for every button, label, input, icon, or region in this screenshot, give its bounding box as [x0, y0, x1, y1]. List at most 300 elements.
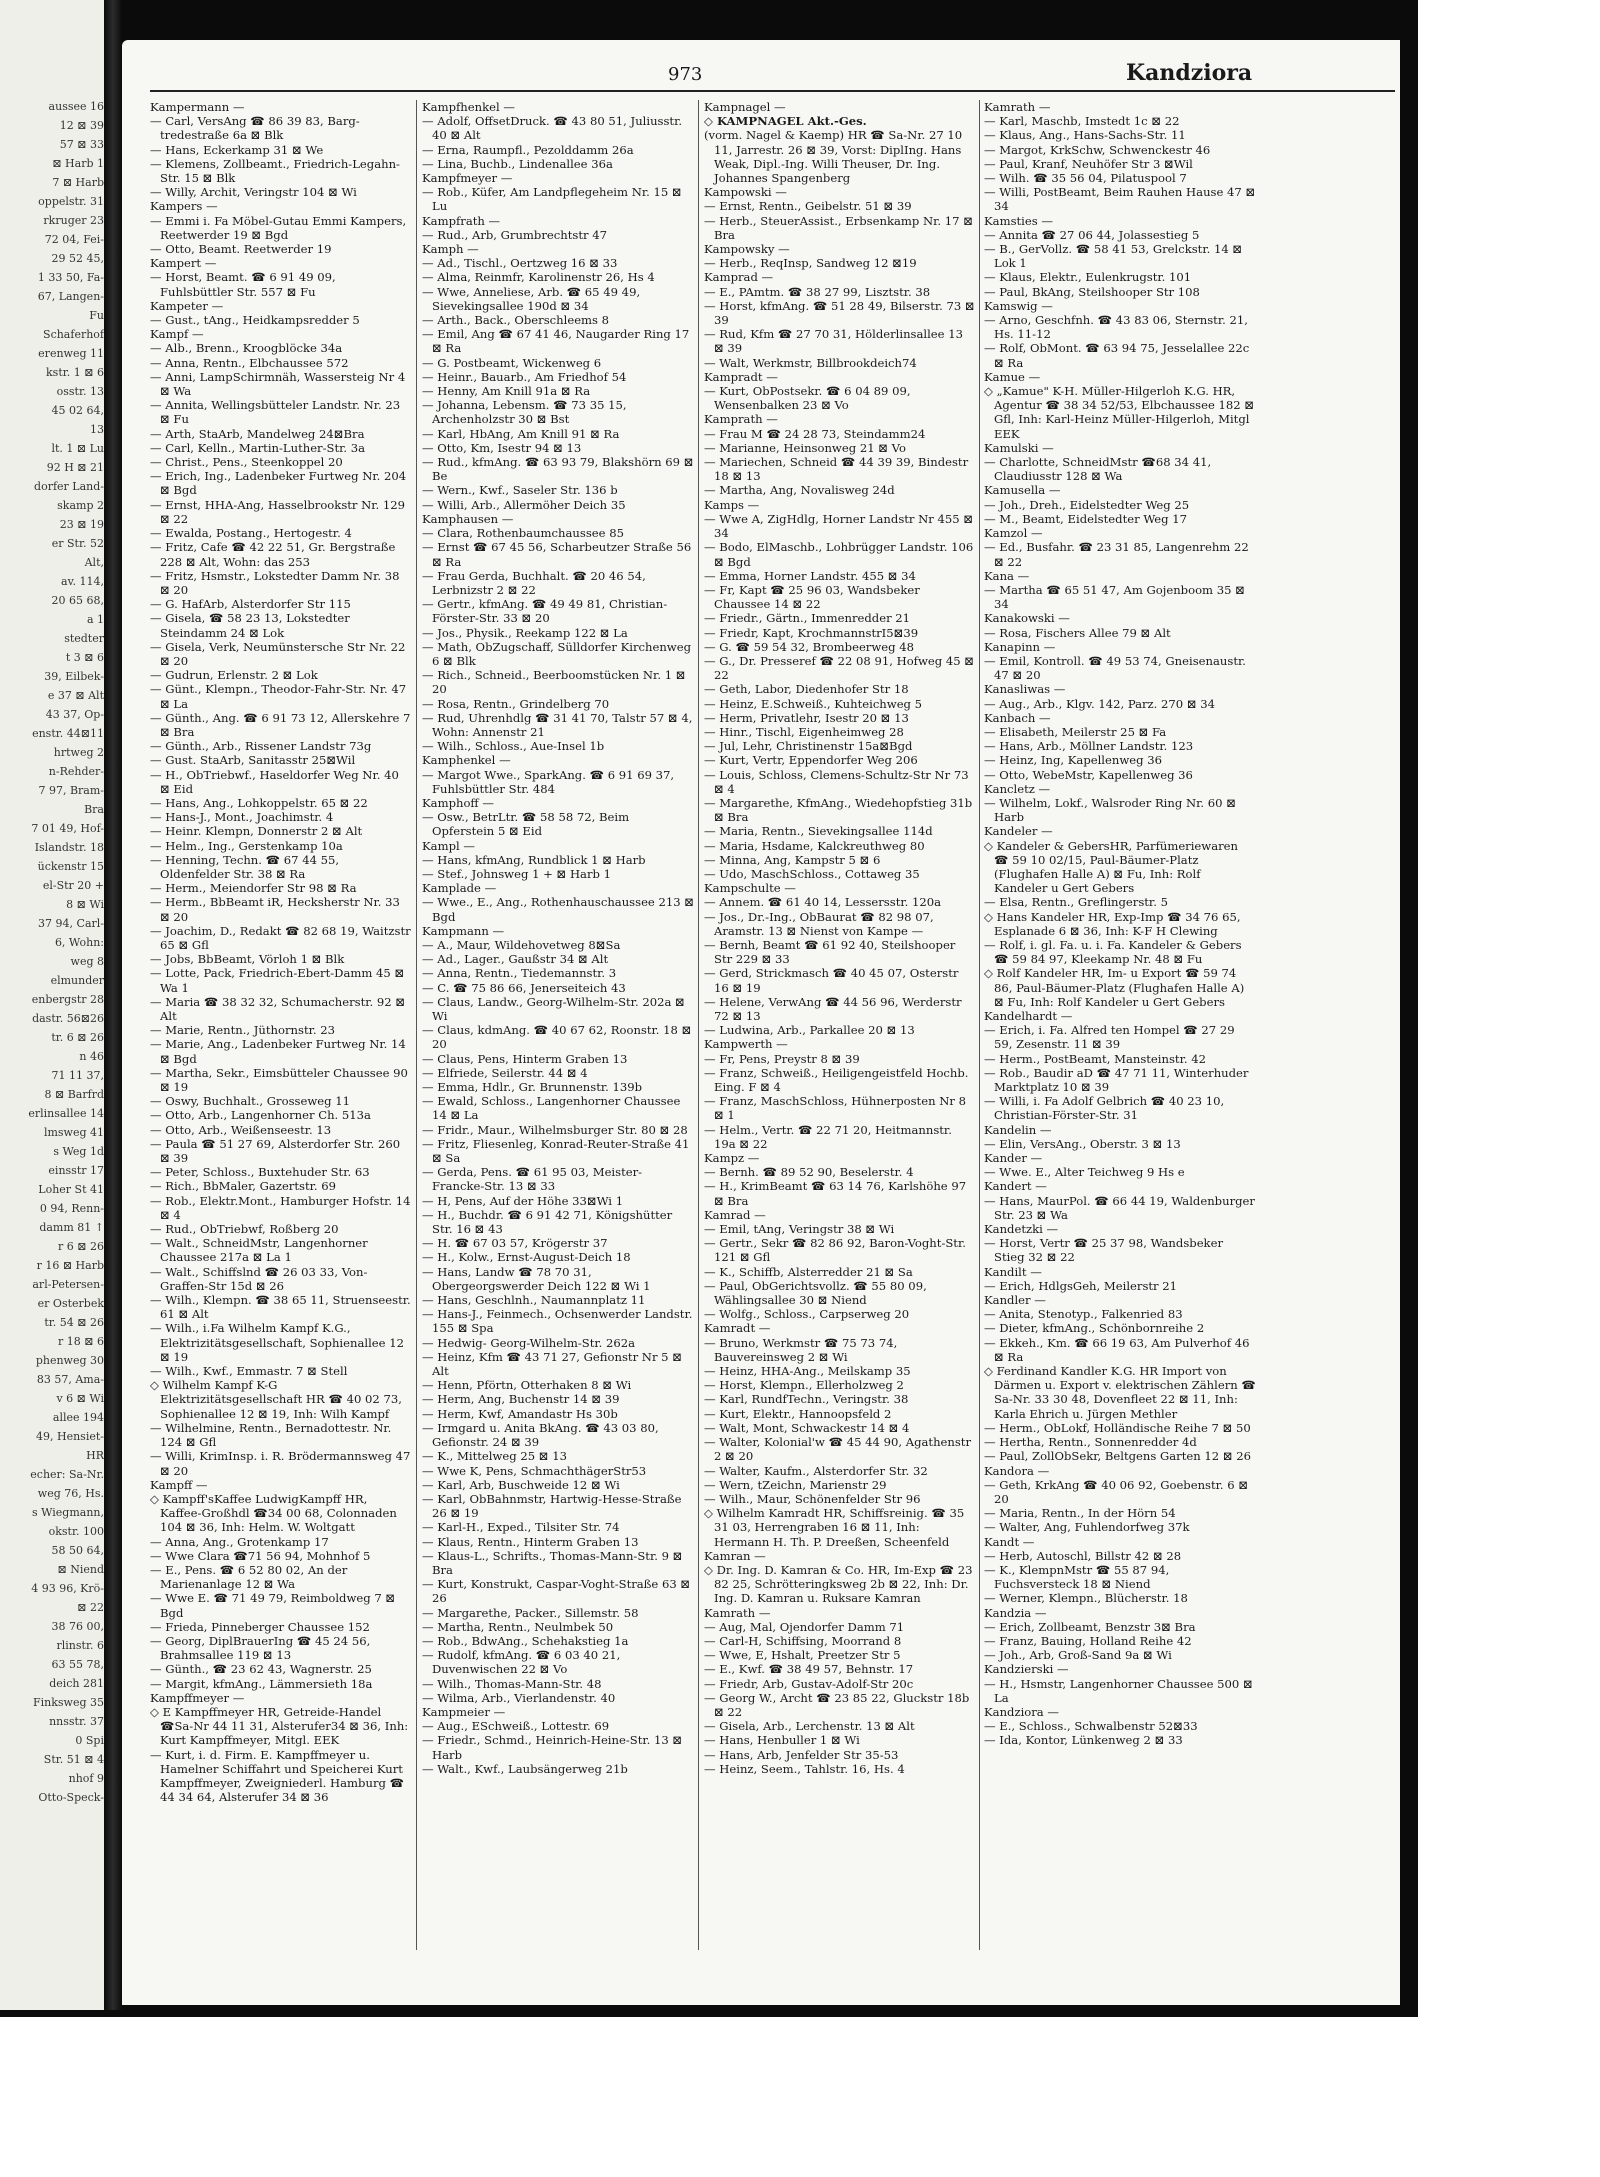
directory-entry: — Willy, Archit, Veringstr 104 ⊠ Wi: [150, 185, 357, 200]
surname-heading: Kandt —: [984, 1534, 1035, 1549]
directory-entry: — Udo, MaschSchloss., Cottaweg 35: [704, 866, 920, 881]
left-page-text-fragment: 12 ⊠ 39: [59, 119, 104, 132]
directory-entry: — Herm, Kwf, Amandastr Hs 30b: [422, 1406, 618, 1421]
left-page-text-fragment: elmunder: [50, 974, 104, 987]
directory-entry: — Karl, HbAng, Am Knill 91 ⊠ Ra: [422, 426, 620, 441]
directory-entry: — Emma, Hdlr., Gr. Brunnenstr. 139b: [422, 1080, 643, 1095]
directory-entry: — Hans, Arb, Jenfelder Str 35-53: [704, 1747, 899, 1762]
directory-entry: — H., ObTriebwf., Haseldorfer Weg Nr. 40 ⊠ Eid: [150, 767, 399, 796]
directory-entry: — Osw., BetrLtr. ☎ 58 58 72, Beim Opferstein 5 ⊠ Eid: [422, 810, 630, 839]
directory-entry: — Friedr, Arb, Gustav-Adolf-Str 20c: [704, 1676, 914, 1691]
directory-entry: — Arno, Geschfnh. ☎ 43 83 06, Sternstr. 21, Hs. 11-12: [984, 313, 1248, 342]
directory-entry: — Heinz, HHA-Ang., Meilskamp 35: [704, 1364, 911, 1379]
directory-entry: — Hans, Landw ☎ 78 70 31, Obergeorgswerder Deich 122 ⊠ Wi 1: [422, 1264, 651, 1293]
surname-heading: Kampmann —: [422, 923, 505, 938]
directory-entry: — Kurt, ObPostsekr. ☎ 6 04 89 09, Wensenbalken 23 ⊠ Vo: [704, 384, 911, 413]
left-page-text-fragment: 13: [90, 423, 104, 436]
directory-entry: — Math, ObZugschaff, Sülldorfer Kirchenweg 6 ⊠ Blk: [422, 639, 691, 668]
directory-entry: — Walt, Mont, Schwackestr 14 ⊠ 4: [704, 1420, 910, 1435]
directory-entry: — Aug., ESchweiß., Lottestr. 69: [422, 1719, 610, 1734]
left-page-text-fragment: 29 52 45,: [51, 252, 104, 265]
directory-entry: — Emmi i. Fa Möbel-Gutau Emmi Kampers, Reetwerder 19 ⊠ Bgd: [150, 213, 407, 242]
left-page-text-fragment: erenweg 11: [38, 347, 104, 360]
directory-entry: — Anni, LampSchirmnäh, Wassersteig Nr 4 ⊠ Wa: [150, 369, 406, 399]
left-page-fragment: [0, 0, 108, 2010]
left-page-text-fragment: ⊠ Niend: [57, 1563, 104, 1576]
directory-entry: — Ewalda, Postang., Hertogestr. 4: [150, 526, 352, 541]
directory-entry: — Wwe. E., Alter Teichweg 9 Hs e: [984, 1165, 1185, 1180]
left-page-text-fragment: ⊠ 22: [77, 1601, 104, 1614]
left-page-text-fragment: s Wiegmann,: [32, 1506, 104, 1519]
directory-entry: — Walter, Kaufm., Alsterdorfer Str. 32: [704, 1463, 928, 1478]
directory-entry: — Hans, MaurPol. ☎ 66 44 19, Waldenburger Str. 23 ⊠ Wa: [984, 1193, 1255, 1222]
directory-entry: — Hans, Eckerkamp 31 ⊠ We: [150, 142, 324, 157]
directory-entry: — Ad., Tischl., Oertzweg 16 ⊠ 33: [422, 256, 618, 271]
surname-heading: Kanasliwas —: [984, 682, 1066, 697]
directory-entry: — Frau M ☎ 24 28 73, Steindamm24: [704, 426, 926, 441]
left-page-text-fragment: 4 93 96, Krö-: [31, 1582, 104, 1595]
directory-entry: — Gertr., Sekr ☎ 82 86 92, Baron-Voght-Str. 121 ⊠ Gfl: [704, 1236, 966, 1265]
surname-heading: Kamrad —: [704, 1207, 766, 1222]
directory-entry: — Hertha, Rentn., Sonnenredder 4d: [984, 1435, 1197, 1450]
surname-heading: Kandler —: [984, 1293, 1046, 1308]
directory-entry: — Wwe K, Pens, SchmachthägerStr53: [422, 1463, 647, 1478]
surname-heading: Kandzierski —: [984, 1662, 1069, 1677]
directory-entry: ◇ Ferdinand Kandler K.G. HR Import von Därmen u. Export v. elektrischen Zählern ☎ Sa-Nr. 33 30 48, Dovenfleet 22 ⊠ 11, Inh: Karla Ehrich u. Jürgen Methler: [984, 1364, 1256, 1421]
directory-entry: — Gerd, Strickmasch ☎ 40 45 07, Osterstr 16 ⊠ 19: [704, 966, 959, 995]
directory-entry: — Herm, Privatlehr, Isestr 20 ⊠ 13: [704, 710, 909, 725]
directory-entry: — Martha, Rentn., Neulmbek 50: [422, 1619, 614, 1634]
directory-entry: — Rob., BdwAng., Schehakstieg 1a: [422, 1633, 629, 1648]
left-page-text-fragment: 0 Spi: [75, 1734, 104, 1747]
directory-entry: — Charlotte, SchneidMstr ☎68 34 41, Claudiusstr 128 ⊠ Wa: [984, 455, 1212, 484]
directory-entry: — Herm., ObLokf, Holländische Reihe 7 ⊠ 50: [984, 1420, 1251, 1435]
directory-entry: — Margot, KrkSchw, Schwenckestr 46: [984, 142, 1211, 157]
directory-entry: — Helene, VerwAng ☎ 44 56 96, Werderstr 72 ⊠ 13: [704, 994, 962, 1023]
left-page-text-fragment: erlinsallee 14: [28, 1107, 104, 1120]
directory-entry: — Hans, Henbuller 1 ⊠ Wi: [704, 1733, 860, 1748]
directory-entry: — Henny, Am Knill 91a ⊠ Ra: [422, 384, 591, 399]
directory-entry: — Klaus, Ang., Hans-Sachs-Str. 11: [984, 128, 1186, 143]
left-page-text-fragment: dastr. 56⊠26: [32, 1012, 104, 1025]
left-page-text-fragment: 38 76 00,: [51, 1620, 104, 1633]
directory-entry: — Ida, Kontor, Lünkenweg 2 ⊠ 33: [984, 1733, 1183, 1748]
surname-heading: Kamphoff —: [422, 795, 494, 810]
directory-entry: — Erich, Zollbeamt, Benzstr 3⊠ Bra: [984, 1619, 1196, 1634]
directory-entry: — Horst, Klempn., Ellerholzweg 2: [704, 1378, 904, 1393]
left-page-text-fragment: r 6 ⊠ 26: [58, 1240, 104, 1253]
directory-entry: — Herm., PostBeamt, Mansteinstr. 42: [984, 1051, 1206, 1066]
directory-entry: — Ed., Busfahr. ☎ 23 31 85, Langenrehm 22 ⊠ 22: [984, 540, 1249, 569]
left-page-text-fragment: phenweg 30: [35, 1354, 104, 1367]
directory-entry: — Friedr, Kapt, KrochmannstrI5⊠39: [704, 625, 919, 640]
left-page-text-fragment: t 3 ⊠ 6: [65, 651, 104, 664]
directory-entry: ◇ Wilhelm Kamradt HR, Schiffsreinig. ☎ 35 31 03, Herrengraben 16 ⊠ 11, Inh: Hermann H. Th. P. Dreeßen, Scheenfeld: [704, 1506, 965, 1549]
left-page-text-fragment: 63 55 78,: [51, 1658, 104, 1671]
surname-heading: Kamusella —: [984, 483, 1061, 498]
left-page-text-fragment: kstr. 1 ⊠ 6: [46, 366, 104, 379]
surname-heading: Kampfrath —: [422, 213, 501, 228]
surname-heading: Kampert —: [150, 256, 217, 271]
left-page-text-fragment: Islandstr. 18: [34, 841, 104, 854]
left-page-text-fragment: echer: Sa-Nr.: [30, 1468, 104, 1481]
directory-entry: — Walter, Ang, Fuhlendorfweg 37k: [984, 1520, 1190, 1535]
left-page-text-fragment: rlinstr. 6: [56, 1639, 104, 1652]
directory-entry: — Walt., Kwf., Laubsängerweg 21b: [422, 1761, 628, 1776]
left-page-text-fragment: hrtweg 2: [53, 746, 104, 759]
left-page-text-fragment: HR: [86, 1449, 104, 1462]
directory-entry: ◇ Kampff'sKaffee LudwigKampff HR, Kaffee-Großhdl ☎34 00 68, Colonnaden 104 ⊠ 36, Inh: Helm. W. Woltgatt: [150, 1491, 397, 1535]
directory-entry: — Rud., kfmAng. ☎ 63 93 79, Blakshörn 69 ⊠ Be: [422, 455, 694, 484]
left-page-text-fragment: arl-Petersen-: [32, 1278, 104, 1291]
column-4: [984, 100, 1256, 1955]
directory-entry: — Walter, Kolonial'w ☎ 45 44 90, Agathenstr 2 ⊠ 20: [704, 1435, 972, 1464]
left-page-text-fragment: oppelstr. 31: [38, 195, 104, 208]
directory-entry: — Emma, Horner Landstr. 455 ⊠ 34: [704, 568, 916, 583]
directory-entry: — Wern., Kwf., Saseler Str. 136 b: [422, 483, 618, 498]
directory-entry: — Hans, Arb., Möllner Landstr. 123: [984, 739, 1194, 754]
directory-entry: — Hans-J., Mont., Joachimstr. 4: [150, 810, 334, 825]
directory-entry: — Otto, Arb., Langenhorner Ch. 513a: [150, 1108, 371, 1123]
left-page-text-fragment: 58 50 64,: [51, 1544, 104, 1557]
surname-heading: Kampnagel —: [704, 100, 786, 114]
directory-entry: — Rob., Küfer, Am Landpflegeheim Nr. 15 ⊠ Lu: [422, 185, 682, 214]
directory-entry: — Heinz, Kfm ☎ 43 71 27, Gefionstr Nr 5 ⊠ Alt: [422, 1349, 682, 1379]
directory-entry: — Mariechen, Schneid ☎ 44 39 39, Bindestr 18 ⊠ 13: [704, 455, 969, 484]
directory-entry: — Aug, Mal, Ojendorfer Damm 71: [704, 1619, 905, 1634]
directory-entry: — Paula ☎ 51 27 69, Alsterdorfer Str. 260 ⊠ 39: [150, 1136, 401, 1166]
directory-entry: — Marie, Ang., Ladenbeker Furtweg Nr. 14 ⊠ Bgd: [150, 1037, 406, 1066]
directory-entry: — Wilh. ☎ 35 56 04, Pilatuspool 7: [984, 171, 1187, 186]
directory-entry: — E., Pens. ☎ 6 52 80 02, An der Marienanlage 12 ⊠ Wa: [150, 1562, 348, 1592]
directory-entry: — Bruno, Werkmstr ☎ 75 73 74, Bauvereinsweg 2 ⊠ Wi: [704, 1335, 898, 1364]
directory-entry: — Georg, DiplBrauerIng ☎ 45 24 56, Brahmsallee 119 ⊠ 13: [150, 1633, 371, 1663]
column-divider: [979, 100, 980, 1950]
directory-entry: — Frieda, Pinneberger Chaussee 152: [150, 1619, 370, 1634]
directory-entry: — Martha, Sekr., Eimsbütteler Chaussee 90 ⊠ 19: [150, 1065, 408, 1095]
directory-entry: — Carl-H, Schiffsing, Moorrand 8: [704, 1633, 902, 1648]
directory-entry: — Hans, Geschlnh., Naumannplatz 11: [422, 1293, 646, 1308]
directory-entry: — Helm., Vertr. ☎ 22 71 20, Heitmannstr. 19a ⊠ 22: [704, 1122, 952, 1151]
left-page-text-fragment: r 18 ⊠ 6: [58, 1335, 104, 1348]
left-page-text-fragment: enstr. 44⊠11: [32, 727, 104, 740]
left-page-text-fragment: deich 281: [49, 1677, 104, 1690]
directory-entry: — Wern, tZeichn, Marienstr 29: [704, 1477, 887, 1492]
directory-entry: — Karl, RundfTechn., Veringstr. 38: [704, 1392, 909, 1407]
directory-entry: — Fritz, Hsmstr., Lokstedter Damm Nr. 38 ⊠ 20: [150, 568, 400, 597]
directory-entry: — Karl, Arb, Buschweide 12 ⊠ Wi: [422, 1477, 620, 1492]
directory-entry: — Martha, Ang, Novalisweg 24d: [704, 483, 895, 498]
directory-entry: — Carl, Kelln., Martin-Luther-Str. 3a: [150, 440, 366, 455]
book-gutter: [104, 0, 122, 2010]
surname-heading: Kanapinn —: [984, 639, 1056, 654]
directory-entry: — Fr, Kapt ☎ 25 96 03, Wandsbeker Chaussee 14 ⊠ 22: [704, 582, 920, 612]
left-page-text-fragment: 6, Wohn:: [54, 936, 104, 949]
directory-entry: — Günth., ☎ 23 62 43, Wagnerstr. 25: [150, 1662, 372, 1677]
surname-heading: Kandelhardt —: [984, 1009, 1073, 1023]
directory-entry: — Elisabeth, Meilerstr 25 ⊠ Fa: [984, 724, 1167, 739]
left-page-text-fragment: tr. 6 ⊠ 26: [51, 1031, 104, 1044]
directory-entry: (vorm. Nagel & Kaemp) HR ☎ Sa-Nr. 27 10 11, Jarrestr. 26 ⊠ 39, Vorst: DiplIng. Hans Weak, Dipl.-Ing. Willi Theuser, Dr. Ing. Johannes Spangenberg: [704, 128, 963, 186]
directory-entry: — Hans, kfmAng, Rundblick 1 ⊠ Harb: [422, 852, 646, 867]
surname-heading: Kampffmeyer —: [150, 1690, 245, 1705]
directory-entry: — Joachim, D., Redakt ☎ 82 68 19, Waitzstr 65 ⊠ Gfl: [150, 923, 411, 952]
left-page-text-fragment: n-Rehder-: [48, 765, 104, 778]
directory-entry: — Margot Wwe., SparkAng. ☎ 6 91 69 37, Fuhlsbüttler Str. 484: [422, 767, 675, 796]
directory-entry: — Heinr., Bauarb., Am Friedhof 54: [422, 369, 627, 384]
directory-entry: — Friedr., Gärtn., Immenredder 21: [704, 611, 911, 626]
left-page-text-fragment: weg 76, Hs.: [37, 1487, 104, 1500]
directory-entry: — Bernh, Beamt ☎ 61 92 40, Steilshooper Str 229 ⊠ 33: [704, 937, 956, 967]
directory-entry: — Bodo, ElMaschb., Lohbrügger Landstr. 106 ⊠ Bgd: [704, 540, 974, 569]
directory-entry: — Rich., BbMaler, Gazertstr. 69: [150, 1179, 337, 1194]
directory-entry: — Frau Gerda, Buchhalt. ☎ 20 46 54, Lerbnizstr 2 ⊠ 22: [422, 568, 646, 597]
directory-entry: — Heinz, E.Schweiß., Kuhteichweg 5: [704, 696, 923, 711]
directory-entry: — Rud., Arb, Grumbrechtstr 47: [422, 227, 607, 242]
directory-entry: — Günth., Ang. ☎ 6 91 73 12, Allerskehre 7 ⊠ Bra: [150, 710, 411, 739]
directory-entry: — Wilh., i.Fa Wilhelm Kampf K.G., Elektrizitätsgesellschaft, Sophienallee 12 ⊠ 19: [150, 1321, 404, 1364]
directory-entry: — Klaus-L., Schrifts., Thomas-Mann-Str. 9 ⊠ Bra: [422, 1548, 683, 1577]
surname-heading: Kandetzki —: [984, 1222, 1059, 1237]
directory-entry: — Gisela, Verk, Neumünstersche Str Nr. 22 ⊠ 20: [150, 639, 406, 668]
directory-entry: — Wilma, Arb., Vierlandenstr. 40: [422, 1690, 616, 1705]
left-page-text-fragment: Finksweg 35: [32, 1696, 104, 1709]
directory-entry: — Geth, KrkAng ☎ 40 06 92, Goebenstr. 6 ⊠ 20: [984, 1477, 1249, 1506]
directory-entry: — Joh., Arb, Groß-Sand 9a ⊠ Wi: [984, 1648, 1172, 1663]
directory-entry: — Herm, Ang, Buchenstr 14 ⊠ 39: [422, 1392, 620, 1407]
left-page-text-fragment: stedter: [64, 632, 104, 645]
surname-heading: Kampowsky —: [704, 242, 790, 257]
surname-heading: Kamps —: [704, 497, 760, 512]
surname-heading: Kamplade —: [422, 881, 497, 896]
left-page-text-fragment: osstr. 13: [56, 385, 104, 398]
left-page-text-fragment: skamp 2: [57, 499, 104, 512]
left-page-text-fragment: aussee 16: [48, 100, 104, 113]
directory-entry: — M., Beamt, Eidelstedter Weg 17: [984, 511, 1188, 526]
directory-entry: — H., KrimBeamt ☎ 63 14 76, Karlshöhe 97 ⊠ Bra: [704, 1179, 967, 1208]
left-page-text-fragment: n 46: [79, 1050, 104, 1063]
directory-entry: — Rolf, ObMont. ☎ 63 94 75, Jesselallee 22c ⊠ Ra: [984, 341, 1250, 370]
left-page-text-fragment: 39, Eilbek-: [44, 670, 104, 683]
directory-entry: — Paul, ObGerichtsvollz. ☎ 55 80 09, Wählingsallee 30 ⊠ Niend: [704, 1278, 927, 1308]
left-page-text-fragment: a 1: [86, 613, 104, 626]
directory-entry: — Maria ☎ 38 32 32, Schumacherstr. 92 ⊠ Alt: [150, 994, 406, 1023]
directory-entry: ◇ Kandeler & GebersHR, Parfümeriewaren ☎ 59 10 02/15, Paul-Bäumer-Platz (Flughafen Halle A) ⊠ Fu, Inh: Rolf Kandeler u Gert Gebers: [984, 838, 1238, 896]
surname-heading: Kamue —: [984, 369, 1041, 384]
directory-entry: — Minna, Ang, Kampstr 5 ⊠ 6: [704, 852, 881, 867]
directory-entry: — Irmgard u. Anita BkAng. ☎ 43 03 80, Gefionstr. 24 ⊠ 39: [422, 1420, 659, 1450]
directory-entry: — Clara, Rothenbaumchaussee 85: [422, 526, 624, 541]
surname-heading: Kandilt —: [984, 1264, 1042, 1279]
left-page-text-fragment: 37 94, Carl-: [38, 917, 104, 930]
directory-entry: — Ewald, Schloss., Langenhorner Chaussee 14 ⊠ La: [422, 1094, 681, 1123]
directory-entry: — Marie, Rentn., Jüthornstr. 23: [150, 1023, 336, 1038]
directory-entry: — Annita ☎ 27 06 44, Jolassestieg 5: [984, 227, 1200, 242]
left-page-text-fragment: nhof 9: [68, 1772, 104, 1785]
left-page-text-fragment: 92 H ⊠ 21: [46, 461, 104, 474]
surname-heading: Kamzol —: [984, 526, 1043, 541]
surname-heading: Kampff —: [150, 1477, 208, 1492]
column-3: [704, 100, 976, 1955]
directory-entry: — Herb., SteuerAssist., Erbsenkamp Nr. 17 ⊠ Bra: [704, 213, 973, 242]
directory-entry: — H., Buchdr. ☎ 6 91 42 71, Königshütter Str. 16 ⊠ 43: [422, 1207, 673, 1237]
directory-entry: — E., Schloss., Schwalbenstr 52⊠33: [984, 1719, 1198, 1734]
directory-entry: — Rosa, Fischers Allee 79 ⊠ Alt: [984, 625, 1171, 640]
directory-entry: — B., GerVollz. ☎ 58 41 53, Grelckstr. 14 ⊠ Lok 1: [984, 242, 1243, 271]
surname-heading: Kampmeier —: [422, 1704, 506, 1719]
directory-entry: — Annem. ☎ 61 40 14, Lessersstr. 120a: [704, 895, 942, 910]
directory-entry: — C. ☎ 75 86 66, Jenerseiteich 43: [422, 980, 626, 995]
surname-heading: Kanakowski —: [984, 611, 1070, 626]
surname-heading: Kampowski —: [704, 185, 787, 200]
directory-entry: — Fr, Pens, Preystr 8 ⊠ 39: [704, 1051, 860, 1066]
left-page-text-fragment: Schaferhof: [43, 328, 104, 341]
directory-entry: — Emil, tAng, Veringstr 38 ⊠ Wi: [704, 1222, 895, 1237]
surname-heading: Kampermann —: [150, 100, 245, 114]
directory-entry: — Herb., ReqInsp, Sandweg 12 ⊠19: [704, 256, 917, 271]
surname-heading: Kampfmeyer —: [422, 171, 513, 186]
left-page-text-fragment: 67, Langen-: [37, 290, 104, 303]
surname-heading: Kampeter —: [150, 298, 224, 313]
directory-entry: — Gisela, Arb., Lerchenstr. 13 ⊠ Alt: [704, 1719, 915, 1734]
directory-entry: — Maria, Hsdame, Kalckreuthweg 80: [704, 838, 925, 853]
directory-entry: ◇ KAMPNAGEL Akt.-Ges.: [704, 114, 867, 129]
directory-entry: — H., Kolw., Ernst-August-Deich 18: [422, 1250, 631, 1265]
left-page-text-fragment: 7 01 49, Hof-: [31, 822, 104, 835]
directory-entry: — Jos., Physik., Reekamp 122 ⊠ La: [422, 625, 628, 640]
directory-entry: — Geth, Labor, Diedenhofer Str 18: [704, 682, 909, 697]
directory-entry: — Fritz, Cafe ☎ 42 22 51, Gr. Bergstraße 228 ⊠ Alt, Wohn: das 253: [150, 540, 396, 569]
directory-entry: — Wilh., Klempn. ☎ 38 65 11, Struenseestr. 61 ⊠ Alt: [150, 1293, 411, 1322]
directory-entry: — Rosa, Rentn., Grindelberg 70: [422, 696, 610, 711]
directory-entry: — Otto, Beamt. Reetwerder 19: [150, 242, 332, 257]
directory-entry: — Kurt, Konstrukt, Caspar-Voght-Straße 63 ⊠ 26: [422, 1577, 691, 1606]
directory-entry: — Maria, Rentn., In der Hörn 54: [984, 1506, 1176, 1521]
directory-entry: — Wilh., Schloss., Aue-Insel 1b: [422, 739, 605, 754]
surname-heading: Kandziora —: [984, 1704, 1059, 1719]
directory-entry: — Dieter, kfmAng., Schönbornreihe 2: [984, 1321, 1205, 1336]
directory-entry: — Carl, VersAng ☎ 86 39 83, Barg-tredestraße 6a ⊠ Blk: [150, 114, 360, 143]
left-page-text-fragment: lmsweg 41: [43, 1126, 104, 1139]
left-page-text-fragment: 83 57, Ama-: [36, 1373, 104, 1386]
directory-entry: — Ekkeh., Km. ☎ 66 19 63, Am Pulverhof 46 ⊠ Ra: [984, 1335, 1250, 1364]
directory-entry: — Heinz, Seem., Tahlstr. 16, Hs. 4: [704, 1761, 905, 1776]
directory-entry: ◇ Wilhelm Kampf K-G Elektrizitätsgesellschaft HR ☎ 40 02 73, Sophienallee 12 ⊠ 19, Inh: Wilh Kampf: [150, 1378, 402, 1421]
directory-entry: — Wolfg., Schloss., Carpserweg 20: [704, 1307, 910, 1322]
directory-entry: — Karl-H., Exped., Tilsiter Str. 74: [422, 1520, 620, 1535]
column-1: [150, 100, 412, 1955]
directory-entry: — Wilhelm, Lokf., Walsroder Ring Nr. 60 ⊠ Harb: [984, 795, 1236, 825]
directory-entry: — Werner, Klempn., Blücherstr. 18: [984, 1591, 1188, 1606]
directory-entry: — Kurt, Elektr., Hannoopsfeld 2: [704, 1406, 892, 1421]
column-divider: [698, 100, 699, 1950]
directory-entry: — Franz, MaschSchloss, Hühnerposten Nr 8 ⊠ 1: [704, 1094, 966, 1123]
directory-entry: — Helm., Ing., Gerstenkamp 10a: [150, 838, 343, 853]
directory-entry: — Erich, Ing., Ladenbeker Furtweg Nr. 204 ⊠ Bgd: [150, 469, 407, 498]
left-page-text-fragment: v 6 ⊠ Wi: [56, 1392, 104, 1405]
directory-entry: — Adolf, OffsetDruck. ☎ 43 80 51, Juliusstr. 40 ⊠ Alt: [422, 114, 683, 143]
left-page-text-fragment: r 16 ⊠ Harb: [36, 1259, 104, 1272]
directory-entry: — Klaus, Elektr., Eulenkrugstr. 101: [984, 270, 1192, 285]
directory-entry: — Emil, Kontroll. ☎ 49 53 74, Gneisenaustr. 47 ⊠ 20: [984, 653, 1246, 683]
directory-entry: — Horst, Vertr ☎ 25 37 98, Wandsbeker Stieg 32 ⊠ 22: [984, 1236, 1223, 1265]
directory-entry: — Günt., Klempn., Theodor-Fahr-Str. Nr. 47 ⊠ La: [150, 682, 407, 711]
directory-entry: — Jul, Lehr, Christinenstr 15a⊠Bgd: [704, 739, 913, 754]
directory-entry: — Arth., Back., Oberschleems 8: [422, 313, 610, 328]
directory-entry: — Ernst ☎ 67 45 56, Scharbeutzer Straße 56 ⊠ Ra: [422, 540, 692, 569]
surname-heading: Kanbach —: [984, 710, 1051, 725]
directory-entry: — Rob., Elektr.Mont., Hamburger Hofstr. 14 ⊠ 4: [150, 1193, 411, 1222]
surname-heading: Kancletz —: [984, 781, 1051, 796]
directory-entry: — Rolf, i. gl. Fa. u. i. Fa. Kandeler & Gebers ☎ 59 84 97, Kleekamp Nr. 48 ⊠ Fu: [984, 937, 1242, 967]
left-page-text-fragment: 8 ⊠ Barfrd: [44, 1088, 104, 1101]
directory-entry: — Margarethe, Packer., Sillemstr. 58: [422, 1605, 639, 1620]
left-page-text-fragment: enbergstr 28: [31, 993, 104, 1006]
left-page-text-fragment: Otto-Speck-: [38, 1791, 104, 1804]
directory-entry: ◇ „Kamue" K-H. Müller-Hilgerloh K.G. HR, Agentur ☎ 38 34 52/53, Elbchaussee 182 ⊠ Gfl, Inh: Karl-Heinz Müller-Hilgerloh, Mitgl EEK: [984, 384, 1255, 441]
directory-entry: — Erna, Raumpfl., Pezolddamm 26a: [422, 142, 634, 157]
directory-entry: — Klemens, Zollbeamt., Friedrich-Legahn-Str. 15 ⊠ Blk: [150, 156, 400, 186]
directory-entry: — Anita, Stenotyp., Falkenried 83: [984, 1307, 1183, 1322]
surname-heading: Kamprath —: [704, 412, 778, 427]
directory-entry: — G. Postbeamt, Wickenweg 6: [422, 355, 602, 370]
directory-entry: — A., Maur, Wildehovetweg 8⊠Sa: [422, 937, 621, 952]
directory-entry: — Peter, Schloss., Buxtehuder Str. 63: [150, 1165, 370, 1180]
left-page-text-fragment: 8 ⊠ Wi: [66, 898, 104, 911]
directory-entry: — Jos., Dr.-Ing., ObBaurat ☎ 82 98 07, Aramstr. 13 ⊠ Nienst von Kampe —: [704, 909, 934, 938]
left-page-text-fragment: 45 02 64,: [51, 404, 104, 417]
directory-entry: — Rud, Uhrenhdlg ☎ 31 41 70, Talstr 57 ⊠ 4, Wohn: Annenstr 21: [422, 710, 693, 739]
left-page-text-fragment: okstr. 100: [48, 1525, 104, 1538]
left-page-text-fragment: ⊠ Harb 1: [52, 157, 104, 170]
surname-heading: Kampz —: [704, 1151, 760, 1166]
directory-entry: — Gerda, Pens. ☎ 61 95 03, Meister-Francke-Str. 13 ⊠ 33: [422, 1165, 643, 1194]
directory-entry: — Wilhelmine, Rentn., Bernadottestr. Nr. 124 ⊠ Gfl: [150, 1420, 392, 1450]
column-2: [422, 100, 694, 1955]
page-number: 973: [668, 64, 703, 85]
directory-entry: — Rob., Baudir aD ☎ 47 71 11, Winterhuder Marktplatz 10 ⊠ 39: [984, 1065, 1249, 1095]
directory-entry: — Claus, Pens, Hinterm Graben 13: [422, 1051, 628, 1066]
surname-heading: Kamphenkel —: [422, 753, 511, 768]
directory-entry: — H, Pens, Auf der Höhe 33⊠Wi 1: [422, 1193, 624, 1208]
directory-entry: — E., PAmtm. ☎ 38 27 99, Lisztstr. 38: [704, 284, 931, 299]
directory-entry: — Gudrun, Erlenstr. 2 ⊠ Lok: [150, 668, 318, 683]
directory-entry: — Margit, kfmAng., Lämmersieth 18a: [150, 1676, 373, 1691]
surname-heading: Kandzia —: [984, 1605, 1047, 1620]
left-page-text-fragment: er Str. 52: [51, 537, 104, 550]
directory-entry: — Walt, Werkmstr, Billbrookdeich74: [704, 355, 917, 370]
left-page-text-fragment: 72 04, Fei-: [44, 233, 104, 246]
directory-entry: — Gust., tAng., Heidkampsredder 5: [150, 313, 360, 328]
left-page-text-fragment: 23 ⊠ 19: [59, 518, 104, 531]
directory-entry: — Emil, Ang ☎ 67 41 46, Naugarder Ring 17 ⊠ Ra: [422, 327, 690, 356]
directory-entry: — Maria, Rentn., Sievekingsallee 114d: [704, 824, 933, 839]
directory-entry: — Lotte, Pack, Friedrich-Ebert-Damm 45 ⊠ Wa 1: [150, 966, 405, 995]
directory-entry: — Rud, Kfm ☎ 27 70 31, Hölderlinsallee 13 ⊠ 39: [704, 327, 963, 356]
surname-heading: Kamrath —: [984, 100, 1051, 114]
directory-entry: — Anna, Ang., Grotenkamp 17: [150, 1534, 329, 1549]
directory-entry: — Willi, i. Fa Adolf Gelbrich ☎ 40 23 10, Christian-Förster-Str. 31: [984, 1094, 1225, 1123]
directory-entry: — Jobs, BbBeamt, Vörloh 1 ⊠ Blk: [150, 952, 345, 967]
directory-entry: — Ludwina, Arb., Parkallee 20 ⊠ 13: [704, 1023, 915, 1038]
surname-heading: Kandora —: [984, 1463, 1050, 1478]
column-divider: [416, 100, 417, 1950]
directory-entry: — Horst, kfmAng. ☎ 51 28 49, Bilserstr. 73 ⊠ 39: [704, 298, 975, 328]
running-head: Kandziora: [1126, 60, 1253, 86]
left-page-text-fragment: 7 97, Bram-: [38, 784, 104, 797]
directory-entry: — Rudolf, kfmAng. ☎ 6 03 40 21, Duvenwischen 22 ⊠ Vo: [422, 1648, 621, 1677]
surname-heading: Kampfhenkel —: [422, 100, 515, 114]
